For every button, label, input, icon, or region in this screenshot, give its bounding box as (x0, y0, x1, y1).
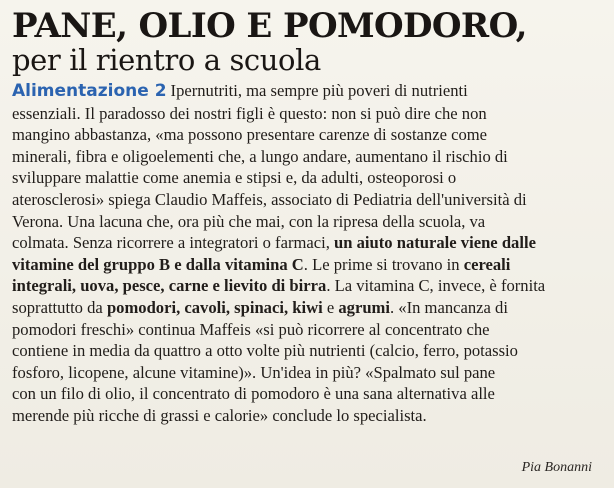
article-text: . Le prime si trovano in (303, 254, 464, 274)
article-line (12, 362, 606, 384)
article-line (12, 189, 606, 211)
article-text: Ipernutriti, ma sempre più poveri di nutrienti (170, 81, 468, 100)
article-text: . La vitamina C, invece, è fornita (326, 276, 546, 296)
article-line (12, 319, 606, 341)
article-body (12, 80, 606, 427)
highlighted-text: pomodori, cavoli, spinaci, kiwi (106, 297, 323, 317)
author-signature: Pia Bonanni (521, 460, 592, 475)
article-text: aterosclerosi» spiega Claudio Maffeis, associato di Pediatria dell'università di (12, 189, 527, 209)
article-text: soprattutto da (12, 297, 107, 317)
article-text: sviluppare malattie come anemia e stipsi e, da adulti, osteoporosi o (12, 168, 457, 188)
headline: PANE, OLIO E POMODORO, (12, 6, 527, 46)
subheadline: per il rientro a scuola (12, 43, 321, 77)
section-label: Alimentazione 2 (12, 81, 167, 101)
article-text: pomodori freschi» continua Maffeis «si può ricorrere al concentrato che (12, 319, 490, 339)
article-text: e (322, 297, 339, 317)
article-line (12, 275, 606, 297)
article-line (12, 254, 606, 276)
highlighted-text: integrali, uova, pesce, carne e lievito di birra (12, 276, 327, 296)
article-line (12, 297, 606, 319)
highlighted-text: vitamine del gruppo B e dalla vitamina C (12, 254, 304, 274)
article-line (12, 103, 606, 125)
article-line (12, 232, 606, 254)
article-text: essenziali. Il paradosso dei nostri figli è questo: non si può dire che non (12, 103, 487, 123)
article-text: mangino abbastanza, «ma possono presentare carenze di sostanze come (12, 125, 488, 145)
article-text: fosforo, licopene, alcune vitamine)». Un'idea in più? «Spalmato sul pane (12, 362, 496, 382)
article-text: con un filo di olio, il concentrato di pomodoro è una sana alternativa alle (12, 384, 495, 404)
highlighted-text: un aiuto naturale viene dalle (334, 233, 536, 253)
article-line (12, 405, 606, 427)
article-line (12, 80, 606, 103)
article-line (12, 167, 606, 189)
article-line (12, 124, 606, 146)
article-text: minerali, fibra e oligoelementi che, a lungo andare, aumentano il rischio di (12, 146, 508, 166)
article-text: Verona. Una lacuna che, ora più che mai, con la ripresa della scuola, va (12, 211, 486, 231)
article-line (12, 146, 606, 168)
article-line (12, 383, 606, 405)
highlighted-text: cereali (463, 254, 511, 274)
article-text: colmata. Senza ricorrere a integratori o farmaci, (12, 233, 335, 253)
article-text: contiene in media da quattro a otto volte più nutrienti (calcio, ferro, potassio (12, 341, 518, 361)
article-text: . «In mancanza di (389, 297, 508, 317)
article-text: merende più ricche di grassi e calorie» conclude lo specialista. (12, 405, 427, 425)
article-line (12, 211, 606, 233)
highlighted-text: agrumi (338, 297, 390, 317)
article-line (12, 340, 606, 362)
